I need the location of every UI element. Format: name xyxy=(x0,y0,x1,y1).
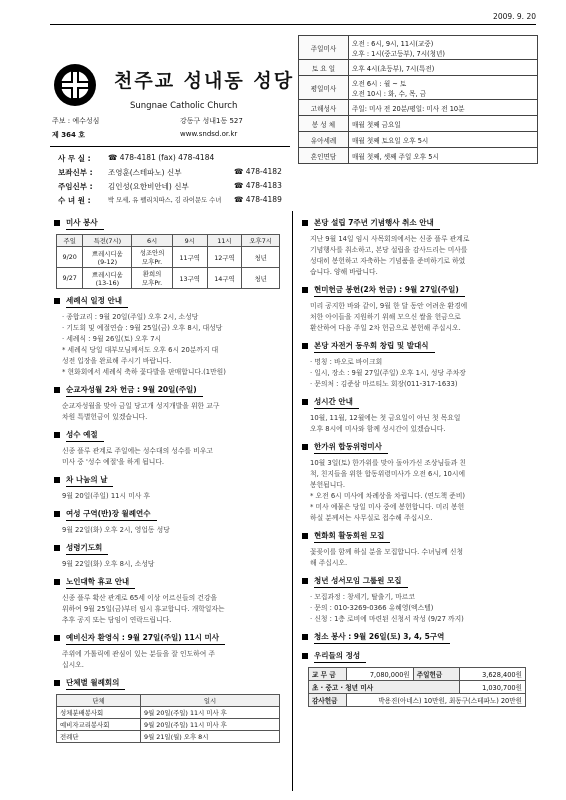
table-cell: 3,628,400원 xyxy=(459,668,525,681)
mass-schedule-table xyxy=(298,35,538,164)
table-row xyxy=(57,247,280,268)
left-column xyxy=(50,211,286,743)
table-cell: 청년 xyxy=(242,247,280,268)
bullet-icon xyxy=(302,287,308,293)
issue-number: 제 364 호 xyxy=(52,131,86,139)
nuns-label: 수 녀 원 : xyxy=(58,196,91,205)
body-line: 성대히 봉헌하고 자축하는 기념품을 준비하기로 하였 xyxy=(310,257,466,265)
section-body xyxy=(298,234,538,278)
section-header xyxy=(50,473,286,487)
section-title: 예비신자 환영식 : 9월 27일(주일) 11시 미사 xyxy=(66,631,225,645)
section-header xyxy=(50,294,286,308)
body-line: 순교자성월을 맞아 금일 당고개 성지개발을 위한 교구 xyxy=(62,402,220,410)
bullet-icon xyxy=(54,680,60,686)
body-line: · 종합교리 : 9월 20일(주일) 오후 2시, 소성당 xyxy=(62,313,199,321)
body-line: 주위에 가톨릭에 관심이 있는 분들을 잘 인도하여 주 xyxy=(62,650,216,658)
section-body xyxy=(298,357,538,390)
section-title: 노인대학 휴교 안내 xyxy=(66,575,135,589)
section-body xyxy=(298,547,538,569)
body-line: 지난 9월 14일 임시 사목회의에서는 신종 플루 관계로 xyxy=(310,235,470,243)
body-line: 하실 분께서는 사무실로 접수해 주십시오. xyxy=(310,514,433,522)
bullet-icon xyxy=(302,634,308,640)
section-header xyxy=(50,676,286,690)
section-header xyxy=(50,541,286,555)
section-header xyxy=(298,630,538,644)
section-title: 차 나눔의 날 xyxy=(66,473,113,487)
table-cell: 12구역 xyxy=(207,247,242,268)
church-title: 천주교 성내동 성당 xyxy=(114,70,295,92)
body-line: 꽃꽂이를 함께 하실 분을 모집합니다. 수녀님께 신청 xyxy=(310,548,464,556)
table-row xyxy=(57,731,280,743)
section-header xyxy=(298,649,538,663)
body-line: * 세례식 당일 대부모님께서도 오후 6시 20분까지 대 xyxy=(62,346,219,354)
table-header-row xyxy=(57,695,280,707)
column-header: 9시 xyxy=(172,235,207,247)
section-body xyxy=(50,593,286,626)
section-title: 현화회 활동회원 모집 xyxy=(314,529,390,543)
body-line: 10월, 11월, 12월에는 첫 금요일이 아닌 첫 목요일 xyxy=(310,414,461,422)
bullet-icon xyxy=(54,579,60,585)
table-header-row xyxy=(57,235,280,247)
table-cell: 7,080,000원 xyxy=(347,668,413,681)
body-line: 습니다. 양해 바랍니다. xyxy=(310,268,378,276)
table-cell: 쁘레시디움 (9-12) xyxy=(83,247,132,268)
body-line: 신종 플루 확산 관계로 65세 이상 어르신들의 건강을 xyxy=(62,594,218,602)
section-title: 본당 설립 7주년 기념행사 취소 안내 xyxy=(314,216,440,230)
bullet-icon xyxy=(302,343,308,349)
section-body xyxy=(50,649,286,671)
section-header xyxy=(298,395,538,409)
section-title: 성시간 안내 xyxy=(314,395,359,409)
header-rule xyxy=(50,146,290,147)
mass-row xyxy=(299,132,538,148)
body-line: 9월 20일(주일) 11시 미사 후 xyxy=(62,492,151,500)
table-cell: 1,030,700원 xyxy=(459,681,525,694)
table-row xyxy=(57,707,280,719)
body-line: 기념행사를 취소하고, 본당 설립을 감사드리는 미사를 xyxy=(310,246,468,254)
mass-key: 고해성사 xyxy=(299,100,349,116)
column-header: 11시 xyxy=(207,235,242,247)
table-cell: 환희의 모후Pr. xyxy=(132,268,173,289)
website[interactable]: www.sndsd.or.kr xyxy=(180,130,238,138)
table-cell: 9월 20일(주일) 11시 미사 후 xyxy=(141,719,280,731)
body-line: · 문의처 : 김준삼 마르티노 회장(011-317-1633) xyxy=(310,380,458,388)
table-cell: 14구역 xyxy=(207,268,242,289)
body-line: · 기도회 및 예절연습 : 9월 25일(금) 오후 8시, 대성당 xyxy=(62,324,223,332)
address: 강동구 성내1동 527 xyxy=(180,117,243,125)
patron: 주보 : 예수성심 xyxy=(52,117,100,125)
bullet-icon xyxy=(302,220,308,226)
contact-office xyxy=(58,153,290,164)
table-cell: 성조안의 모후Pr. xyxy=(132,247,173,268)
section-title: 세례식 일정 안내 xyxy=(66,294,128,308)
mass-key: 토 요 일 xyxy=(299,60,349,76)
table-cell: 주일헌금 xyxy=(413,668,459,681)
body-line: 9월 22일(화) 오후 8시, 소성당 xyxy=(62,560,155,568)
column-header: 오후7시 xyxy=(242,235,280,247)
mass-value: 주일: 미사 전 20분/평일: 미사 전 10분 xyxy=(349,100,538,116)
body-line: 10월 3일(토) 한가위를 맞아 돌아가신 조상님들과 친 xyxy=(310,459,466,467)
section-body xyxy=(298,301,538,334)
mass-key: 유아세례 xyxy=(299,132,349,148)
table-cell: 11구역 xyxy=(172,247,207,268)
contact-nuns xyxy=(58,195,290,206)
body-line: 9월 22일(화) 오후 2시, 영업동 성당 xyxy=(62,526,170,534)
office-phone: ☎ 478-4181 (fax) 478-4184 xyxy=(108,153,215,162)
body-line: · 모집과정 : 창세기, 탈출기, 마르코 xyxy=(310,593,415,601)
column-header: 주일 xyxy=(57,235,83,247)
bullet-icon xyxy=(54,298,60,304)
bullet-icon xyxy=(302,578,308,584)
section-header xyxy=(298,283,538,297)
mass-row xyxy=(299,148,538,164)
bullet-icon xyxy=(54,477,60,483)
body-line: * 오전 6시 미사에 차례상을 차립니다. (연도책 준비) xyxy=(310,492,466,500)
section-body xyxy=(50,525,286,536)
section-header xyxy=(50,216,286,230)
mass-value: 매월 첫째, 셋째 주일 오후 5시 xyxy=(349,148,538,164)
table-cell: 9/20 xyxy=(57,247,83,268)
pastor-name: 조영훈(스테파노) 신부 xyxy=(108,168,182,177)
church-subtitle: Sungnae Catholic Church xyxy=(130,101,238,111)
top-rule xyxy=(50,24,536,25)
table-row xyxy=(57,268,280,289)
mass-row xyxy=(299,60,538,76)
table-row xyxy=(309,681,526,694)
table-row xyxy=(57,719,280,731)
bullet-icon xyxy=(54,432,60,438)
body-line: 미리 공지한 바와 같이, 9월 한 달 동안 어려운 환경에 xyxy=(310,302,468,310)
section-body xyxy=(298,458,538,524)
bullet-icon xyxy=(54,387,60,393)
section-body xyxy=(50,312,286,378)
table-cell: 초 · 중고 · 청년 미사 xyxy=(309,681,460,694)
section-header xyxy=(298,574,538,588)
bullet-icon xyxy=(302,399,308,405)
mass-row xyxy=(299,100,538,116)
table-row xyxy=(309,694,526,707)
issue-date: 2009. 9. 20 xyxy=(493,12,536,21)
section-title: 순교자성월 2차 헌금 : 9월 20일(주일) xyxy=(66,383,203,397)
pastor-phone: ☎ 478-4182 xyxy=(234,167,282,176)
column-header: 특전(7시) xyxy=(83,235,132,247)
vicar-label: 주임신부 : xyxy=(58,182,93,191)
body-line: · 세례식 : 9월 26일(토) 오후 7시 xyxy=(62,335,162,343)
column-divider xyxy=(292,211,293,791)
body-line: 차원 특별헌금이 있겠습니다. xyxy=(62,413,148,421)
table-cell: 9/27 xyxy=(57,268,83,289)
table-cell: 감사헌금 xyxy=(309,694,347,707)
section-title: 우리들의 정성 xyxy=(314,649,366,663)
group-meeting-table xyxy=(56,694,280,743)
section-title: 여성 구역(반)장 월례연수 xyxy=(66,507,157,521)
table-cell: 교 무 금 xyxy=(309,668,347,681)
body-line: 처한 아이들을 지원하기 위해 모으신 쌀을 헌금으로 xyxy=(310,313,461,321)
section-title: 성수 예절 xyxy=(66,428,104,442)
mass-key: 봉 성 체 xyxy=(299,116,349,132)
body-line: 오후 8시에 미사와 함께 성시간이 있겠습니다. xyxy=(310,425,446,433)
bullet-icon xyxy=(54,545,60,551)
section-header xyxy=(298,440,538,454)
body-line: · 신청 : 1층 로비에 마련된 신청서 작성 (9/27 까지) xyxy=(310,615,464,623)
mass-row xyxy=(299,36,538,60)
contact-vicar xyxy=(58,181,290,192)
mass-value: 오전 : 6시, 9시, 11시(교중) 오후 : 1시(중고등부), 7시(청년) xyxy=(349,36,538,60)
table-cell: 쁘레시디움 (13-16) xyxy=(83,268,132,289)
mass-value: 오전 6시 : 월 ~ 토 오전 10시 : 화, 수, 목, 금 xyxy=(349,76,538,100)
section-title: 성령기도회 xyxy=(66,541,108,555)
section-header xyxy=(50,575,286,589)
section-header xyxy=(298,529,538,543)
table-cell: 9월 20일(주일) 11시 미사 후 xyxy=(141,707,280,719)
mass-value: 매월 첫째 토요일 오후 5시 xyxy=(349,132,538,148)
right-column xyxy=(298,211,538,707)
mass-value: 오후 4시(초등부), 7시(특전) xyxy=(349,60,538,76)
body-line: 환산하여 다음 주일 2차 헌금으로 봉헌해 주십시오. xyxy=(310,324,461,332)
nuns-names: 박 모세, 유 펠리치따스, 김 라이문도 수녀 xyxy=(108,197,222,204)
church-logo-icon xyxy=(52,62,98,108)
body-line: 봉헌됩니다. xyxy=(310,481,345,489)
mass-value: 매월 첫째 금요일 xyxy=(349,116,538,132)
body-line: 신종 플루 관계로 주일에는 성수대의 성수를 비우고 xyxy=(62,447,213,455)
section-body xyxy=(50,446,286,468)
vicar-phone: ☎ 478-4183 xyxy=(234,181,282,190)
body-line: * 현화회에서 세례식 축하 꽃다발을 판매합니다.(1만원) xyxy=(62,368,226,376)
body-line: 해 주십시오. xyxy=(310,559,348,567)
mass-key: 혼인면담 xyxy=(299,148,349,164)
body-line: 십시오. xyxy=(62,661,84,669)
section-header xyxy=(50,428,286,442)
mass-row xyxy=(299,76,538,100)
bullet-icon xyxy=(54,635,60,641)
body-line: 성전 입장을 완료해 주시기 바랍니다. xyxy=(62,357,172,365)
section-title: 청소 봉사 : 9월 26일(토) 3, 4, 5구역 xyxy=(314,630,450,644)
body-line: · 문의 : 010-3269-0366 유혜영(엑스텔) xyxy=(310,604,434,612)
section-body xyxy=(50,559,286,570)
body-line: * 미사 예물은 당일 미사 중에 봉헌합니다. 미리 봉헌 xyxy=(310,503,465,511)
body-line: 추후 공지 또는 담임이 연락드립니다. xyxy=(62,616,172,624)
section-title: 청년 성서모임 그룹원 모집 xyxy=(314,574,408,588)
contact-pastor xyxy=(58,167,290,178)
section-header xyxy=(50,631,286,645)
vicar-name: 김인성(요한비안네) 신부 xyxy=(108,182,189,191)
office-label: 사 무 실 : xyxy=(58,154,91,163)
body-line: · 일시, 장소 : 9월 27일(주일) 오후 1시, 성당 주차장 xyxy=(310,369,466,377)
section-title: 단체별 월례회의 xyxy=(66,676,125,690)
section-title: 한가위 합동위령미사 xyxy=(314,440,388,454)
mass-service-table xyxy=(56,234,280,289)
body-line: 척, 친지들을 위한 합동위령미사가 오전 6시, 10시에 xyxy=(310,470,466,478)
table-cell: 예비자교리봉사회 xyxy=(57,719,141,731)
table-cell: 박용진(아네스) 10만원, 최동구(스테파노) 20만원 xyxy=(347,694,526,707)
section-header xyxy=(298,216,538,230)
column-header: 단체 xyxy=(57,695,141,707)
body-line: 미사 중 '성수 예절'을 하게 됩니다. xyxy=(62,458,165,466)
section-title: 현미헌금 봉헌(2차 헌금) : 9월 27일(주일) xyxy=(314,283,465,297)
body-line: 위하여 9월 25일(금)부터 임시 휴교합니다. 개학일자는 xyxy=(62,605,225,613)
bullet-icon xyxy=(302,444,308,450)
section-header xyxy=(50,383,286,397)
bullet-icon xyxy=(302,533,308,539)
column-header: 일시 xyxy=(141,695,280,707)
offering-table xyxy=(308,667,526,707)
table-row xyxy=(309,668,526,681)
nuns-phone: ☎ 478-4189 xyxy=(234,195,282,204)
section-header xyxy=(50,507,286,521)
mass-key: 평일미사 xyxy=(299,76,349,100)
table-cell: 9월 21일(월) 오후 8시 xyxy=(141,731,280,743)
table-cell: 청년 xyxy=(242,268,280,289)
section-title: 미사 봉사 xyxy=(66,216,104,230)
bullet-icon xyxy=(302,653,308,659)
mass-key: 주일미사 xyxy=(299,36,349,60)
section-body xyxy=(50,401,286,423)
table-cell: 13구역 xyxy=(172,268,207,289)
section-body xyxy=(50,491,286,502)
bullet-icon xyxy=(54,511,60,517)
table-cell: 전례단 xyxy=(57,731,141,743)
section-header xyxy=(298,339,538,353)
bullet-icon xyxy=(54,220,60,226)
column-header: 6시 xyxy=(132,235,173,247)
section-title: 본당 자전거 동우회 창립 및 발대식 xyxy=(314,339,435,353)
table-cell: 성체분배봉사회 xyxy=(57,707,141,719)
body-line: · 명칭 : 바오로 바이크회 xyxy=(310,358,383,366)
pastor-label: 보좌신부 : xyxy=(58,168,93,177)
mass-row xyxy=(299,116,538,132)
section-body xyxy=(298,413,538,435)
section-body xyxy=(298,592,538,625)
